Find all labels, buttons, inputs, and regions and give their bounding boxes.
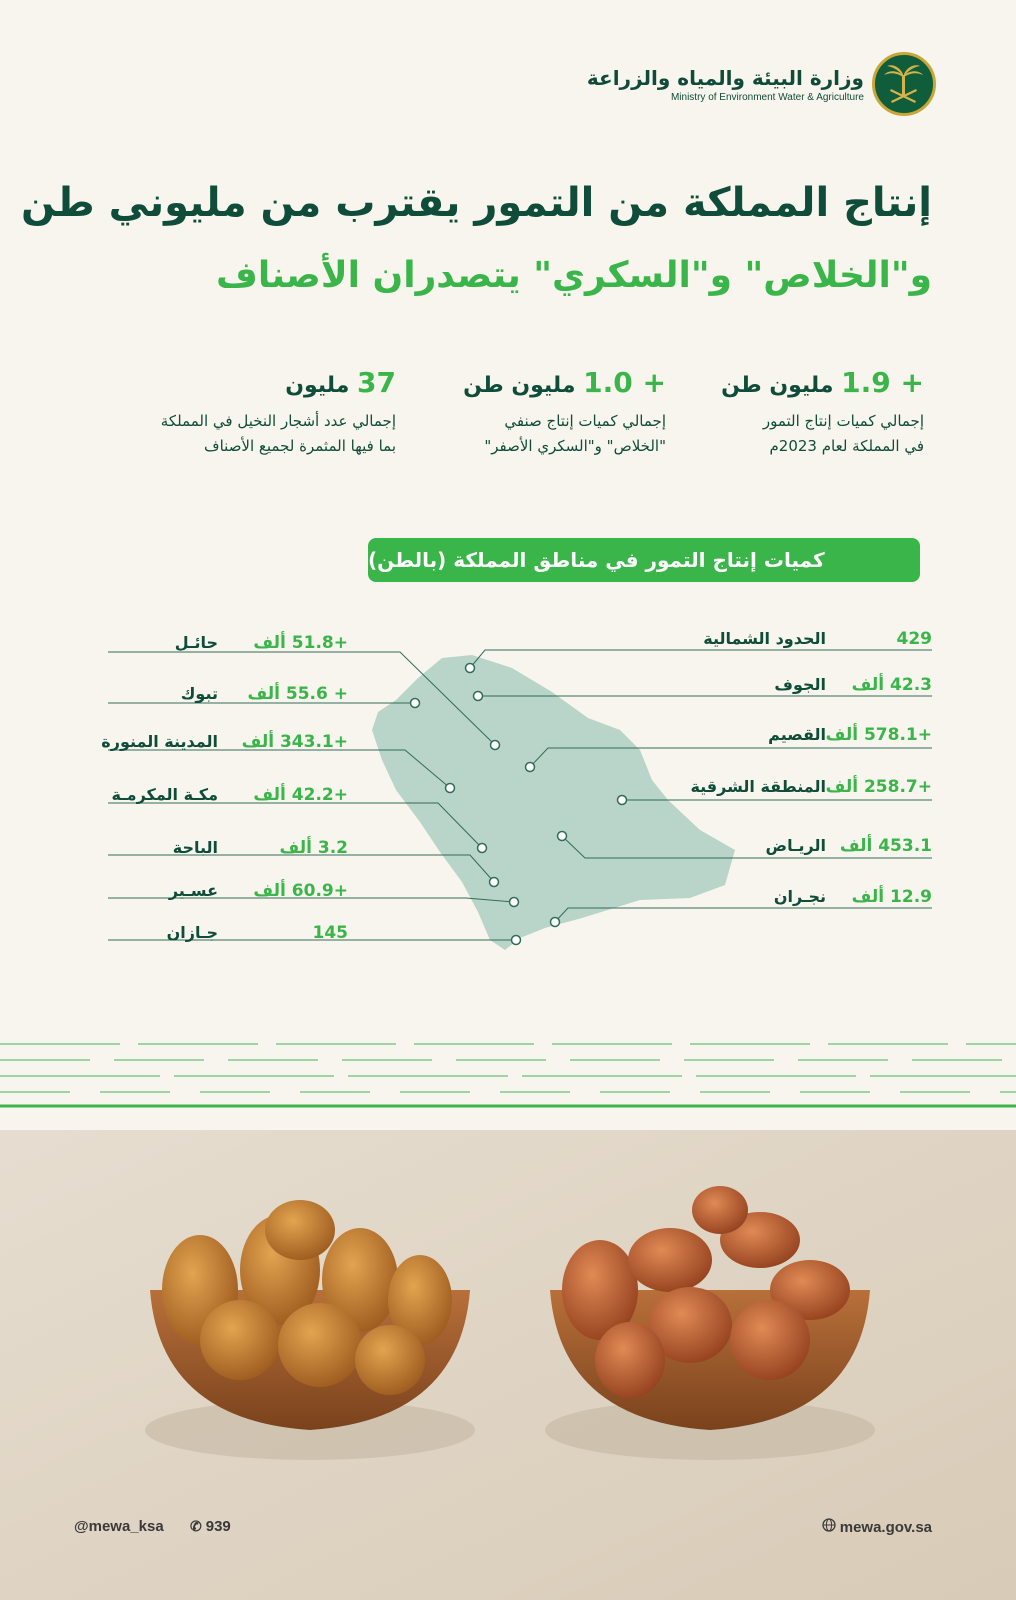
region-value: +578.1 ألف xyxy=(825,725,932,745)
region-dot xyxy=(411,699,420,708)
stat-unit: مليون طن xyxy=(721,373,834,398)
region-dot xyxy=(491,741,500,750)
region-value: +60.9 ألف xyxy=(253,881,348,901)
page-title: إنتاج المملكة من التمور يقترب من مليوني طن xyxy=(21,180,932,226)
region-dot xyxy=(618,796,627,805)
region-value: 453.1 ألف xyxy=(839,836,932,856)
region-hail: حائـل xyxy=(174,633,218,652)
ministry-name-ar: وزارة البيئة والمياه والزراعة xyxy=(586,65,864,90)
phone-number: 939 xyxy=(205,1518,231,1535)
stat-value: + 1.0 xyxy=(583,366,666,399)
region-madinah: المدينة المنورة xyxy=(101,732,218,751)
region-dot xyxy=(510,898,519,907)
region-value: 429 xyxy=(896,629,932,649)
region-dot xyxy=(490,878,499,887)
stat-total-production xyxy=(664,366,924,459)
stat-desc-line: في المملكة لعام 2023م xyxy=(769,437,924,455)
stat-desc-line: "الخلاص" و"السكري الأصفر" xyxy=(484,437,666,455)
phone-contact[interactable] xyxy=(190,1518,231,1535)
phone-icon: ✆ xyxy=(190,1518,202,1534)
stat-value: + 1.9 xyxy=(841,366,924,399)
website-text: mewa.gov.sa xyxy=(839,1518,932,1536)
region-al-baha: الباحة xyxy=(172,838,218,857)
social-handle[interactable]: @mewa_ksa xyxy=(74,1518,164,1535)
stat-desc-line: بما فيها المثمرة لجميع الأصناف xyxy=(204,437,396,455)
region-value: 145 xyxy=(312,923,348,943)
region-dot xyxy=(474,692,483,701)
region-value: +51.8 ألف xyxy=(253,633,348,653)
region-dot xyxy=(512,936,521,945)
region-value: +258.7 ألف xyxy=(825,777,932,797)
region-dot xyxy=(466,664,475,673)
region-asir: عسـير xyxy=(168,881,218,900)
region-al-jouf: الجوف xyxy=(774,675,826,694)
region-northern-borders: الحدود الشمالية xyxy=(703,629,826,648)
website-link[interactable] xyxy=(822,1518,932,1536)
region-riyadh: الريـاض xyxy=(765,836,826,855)
palm-seal-icon xyxy=(872,52,936,116)
region-dot xyxy=(526,763,535,772)
region-value: + 55.6 ألف xyxy=(247,684,348,704)
ministry-logo xyxy=(587,52,936,116)
region-qassim: القصيم xyxy=(768,725,826,744)
ministry-name-en: Ministry of Environment Water & Agriculture xyxy=(670,91,864,103)
stat-desc-line: إجمالي عدد أشجار النخيل في المملكة xyxy=(160,412,396,430)
stat-palm-trees xyxy=(96,366,396,459)
region-dot xyxy=(478,844,487,853)
region-dot xyxy=(446,784,455,793)
section-title-text: كميات إنتاج التمور في مناطق المملكة (بالطن) xyxy=(368,548,825,572)
stat-desc-line: إجمالي كميات إنتاج التمور xyxy=(762,412,924,430)
region-value: 12.9 ألف xyxy=(851,887,932,907)
stat-unit: مليون طن xyxy=(463,373,576,398)
stat-value: 37 xyxy=(357,366,396,399)
stat-varieties-production xyxy=(406,366,666,459)
region-value: +42.2 ألف xyxy=(253,785,348,805)
region-value: 42.3 ألف xyxy=(851,675,932,695)
section-title xyxy=(368,538,920,582)
region-najran: نجـران xyxy=(773,887,826,906)
region-dot xyxy=(558,832,567,841)
globe-icon xyxy=(822,1518,836,1536)
region-value: +343.1 ألف xyxy=(241,732,348,752)
region-value: 3.2 ألف xyxy=(279,838,348,858)
page-subtitle: و"الخلاص" و"السكري" يتصدران الأصناف xyxy=(216,255,932,296)
stat-desc-line: إجمالي كميات إنتاج صنفي xyxy=(504,412,666,430)
decorative-stripes xyxy=(0,1036,1016,1116)
region-tabuk: تبوك xyxy=(180,684,218,703)
region-jazan: جـازان xyxy=(166,923,218,942)
stat-unit: مليون xyxy=(285,373,350,398)
region-makkah: مكـة المكرمـة xyxy=(111,785,218,804)
region-eastern: المنطقة الشرقية xyxy=(690,777,826,796)
region-dot xyxy=(551,918,560,927)
